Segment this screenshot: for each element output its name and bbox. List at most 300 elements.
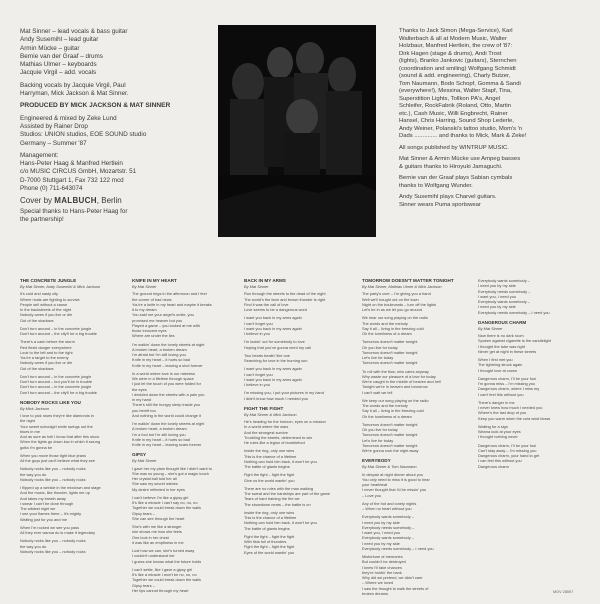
lyric-line: Dangerous charm, I'll be your fool (478, 375, 537, 381)
song-writers: By Mick Jackson (20, 405, 49, 411)
lyric-line: Dangerous charm, where I miss my (478, 386, 540, 392)
lyric-line: your heartbeat (362, 482, 388, 487)
lyric-line: Everybody needs somebody – (478, 288, 531, 294)
lyric-line: Where are under the lies (132, 333, 175, 339)
lyric-line: Can't stay away – I'm missing you (478, 447, 537, 453)
lyric-line: Red fleshi danger everywhere (20, 344, 72, 350)
lineup-line: Jacquie Virgil – add. vocals (20, 69, 97, 77)
lyric-line: The battle of giants begins (244, 464, 290, 469)
lyric-line: I want you back in my arms again (244, 325, 302, 331)
song-title: NOBODY ROCKS LIKE YOU (20, 399, 81, 405)
song-lyrics (244, 278, 352, 401)
lyric-line: Nobody rocks like you – nobody rocks (20, 476, 86, 482)
lyric-line: There's danger in me (478, 399, 515, 405)
lyric-line: Don't turn around – but you'll be in trouble (20, 379, 92, 384)
lyric-line: This is the chance of a lifetime (244, 515, 297, 520)
lyric-line: It's like a miracle I can't say no, no, no (132, 500, 198, 505)
lineup-line: Mathias Ulmer – keyboards (20, 61, 97, 69)
lyric-line: I couldn't understand her (132, 553, 175, 559)
endorsement-line: Sinner wears Puma sportswear (399, 201, 481, 208)
band-credits (20, 28, 215, 228)
lyric-line: I'm walkin' down the lonely streets at night (132, 421, 205, 426)
lyric-line: A broken heart, a broken dream (132, 426, 187, 432)
lyric-line: Tomorrow doesn't matter tonight (362, 349, 418, 355)
lyric-line: I'm lookin' out for somebody to love (244, 339, 305, 345)
thanks-line: Superstition Lights, Tollkon PA's, Angel (399, 95, 501, 102)
song-lyrics (132, 452, 240, 593)
lyric-line: She was so young – she's got a magic touch (132, 470, 209, 476)
lyric-line: those innocent eyes (132, 328, 167, 333)
lyrics-column-3 (244, 278, 352, 560)
lyrics-column-5 (478, 278, 586, 474)
lyric-line: I'm a fool but I'm still loving you (132, 431, 186, 437)
lyric-line: I thought nothing never (478, 434, 518, 440)
lyric-line: Tomorrow doesn't matter tonight (362, 421, 418, 427)
lyric-line: Searching for love in the burning sun (244, 358, 308, 363)
lyric-line: In a world where the wars (244, 424, 289, 430)
lyric-line: It's cold and nasty city (20, 291, 58, 297)
engineering-line: Studios: UNION studios, EOE SOUND studio (20, 131, 147, 139)
lyric-line: You said me your angel's smile, you (132, 312, 194, 318)
lyric-line: There are no rules with the man walking (244, 485, 313, 491)
lyric-line: I want you back in my arms again (244, 366, 302, 372)
lyric-line: Fight the fight – fight the fight (244, 544, 295, 550)
lyric-line: Her lips cannot through my heart (132, 587, 189, 593)
lyric-line: Keep you warm when the cold wind blows (478, 415, 551, 421)
lyric-line: Hoping that you've gonna need my call (244, 344, 311, 350)
lyric-line: you bereft too (132, 407, 156, 413)
lyric-line: Don't turn around – the city'll be a big trouble (20, 331, 97, 336)
thanks-line: Holzbaur, Manfred Hertlein, the crew of '87: (399, 43, 513, 49)
management-line: c/o MUSIC CIRCUS GmbH, Mozartstr. 51 (20, 168, 137, 176)
lyric-line: I love to pick roses they're like diamonds in (20, 413, 94, 418)
thanks-credits (399, 28, 589, 213)
lyric-line: All the guys just can't believe what they see (20, 458, 95, 463)
lyric-line: You're a knife in my heart and maybe it breaks (132, 301, 212, 307)
lyric-line: I'm walkin' down the lonely streets at night (132, 341, 205, 347)
lyric-line: I'm missing you, I put your pictures in my hand (244, 390, 324, 396)
lyric-line: Inside the ring, only one wins (244, 448, 295, 454)
song-writers: By Mat Sinner (478, 325, 503, 331)
lyric-line: I want you, I need you (478, 293, 517, 299)
lyric-line: Look to the left and to the right (20, 349, 73, 355)
song-lyrics (362, 278, 470, 453)
lyric-line: Nobody cares if you live or die (20, 360, 73, 366)
song-title: GIPSY (132, 452, 147, 458)
lyric-line: Why waste our pleasure of a love for today (362, 373, 436, 379)
lyric-line: And as sure as hell I know that after this show (20, 434, 100, 439)
special-thanks-line: Special thanks to Hans-Peter Haag for (20, 207, 128, 215)
lineup-line: Andy Susemihl – lead guitar (20, 36, 99, 44)
lyric-line: She can see through the heart (132, 515, 185, 521)
lyric-line: I believe in you (244, 382, 270, 387)
lyric-line: Dangerous charm, I'll be your fool (478, 442, 537, 448)
lyric-line: the night (20, 418, 35, 424)
endorsement-line: Mat Sinner & Armin Mücke use Ampeg basses (399, 156, 521, 162)
lyric-line: This is the chance of a lifetime (244, 453, 297, 459)
producer-credit: PRODUCED BY MICK JACKSON & MAT SINNER (20, 102, 171, 110)
thanks-line: Dads .............. and thanks to Mick, Mark & Zeke! (399, 133, 527, 139)
lyric-line: Now there is no dark room (478, 333, 524, 338)
lyric-line: the eyes (132, 386, 147, 392)
cover-credit (20, 197, 215, 205)
endorsement-sabian (399, 175, 589, 190)
lyric-line: It's like a miracle I won't be no, no, no (132, 572, 197, 577)
lyric-line: I want you, I need you (362, 530, 401, 535)
lyric-line: Everybody wants somebody – (362, 535, 414, 541)
lyric-line: I can't wait we tell (362, 389, 393, 395)
lineup (20, 28, 215, 78)
song-lyrics (478, 320, 586, 469)
lyric-line: My desire reflected in her eyes (132, 486, 185, 492)
lyric-line: Her crystal ball told her all (132, 476, 177, 481)
lyric-line: A broken heart, a broken dream (132, 346, 187, 352)
lyric-line: Wanna look at your eyes (478, 429, 521, 434)
song-lyrics (20, 400, 128, 554)
lyric-line: We hear our song playing on the radio (362, 315, 428, 321)
lyric-line: I can't believe I'm like a gipsy girl (132, 494, 189, 500)
lyric-line: Nobody rocks like you – nobody rocks (20, 466, 86, 472)
engineering-credits (20, 115, 215, 148)
thanks-line: (everywhere!), Messina, Walter Stapf, Tina, (399, 88, 512, 94)
lyric-line: I see your flames there – it's mighty (20, 511, 82, 517)
lyric-line: Nothing can hold him back, it won't be you (244, 458, 317, 464)
lyric-line: the way you do (20, 543, 47, 549)
publishing-credit: All songs published by WINTRUP MUSIC. (399, 144, 509, 151)
lyric-line: Tomorrow doesn't matter tonight (362, 432, 418, 438)
thanks-list (399, 28, 589, 141)
lyric-line: Lost how we can, she's turned away (132, 548, 195, 553)
lyric-line: Oh you live for today (362, 427, 398, 432)
lyric-line: I want you back in my arms again (244, 315, 302, 321)
management-credits (20, 152, 215, 193)
engineering-line: Assisted by Rainer Drop (20, 122, 88, 130)
management-line: Hans-Peter Haag & Manfred Hertlein (20, 160, 123, 168)
lyric-line: Find it was the call of love (244, 301, 289, 307)
lyric-line: it was like an emptiness in me (132, 539, 184, 545)
lyric-line: I swear I can't be done through (20, 500, 74, 506)
lyric-line: – When no heart without you (362, 506, 412, 511)
song-writers: By Mat Sinner (244, 284, 269, 289)
lyric-line: I need you by my side (362, 540, 400, 546)
song-writers: By Mat Sinner & Mick Jackson (244, 411, 297, 417)
lyric-line: When the lights go down low in which it swung (20, 439, 101, 445)
lyric-line: Misfortune of memories (362, 554, 403, 559)
lyric-line: the corner of bad news (132, 296, 172, 302)
backing-vocals (20, 82, 215, 99)
song-title: BACK IN MY ARMS (244, 278, 286, 283)
lyric-line: I can't settle, like I gave a gipsy girl (132, 566, 192, 572)
song-lyrics (20, 278, 128, 395)
lyric-line: Everybody wants somebody – (478, 278, 530, 283)
song-title: TOMORROW DOESN'T MATTER TONIGHT (362, 278, 454, 283)
song-writers: By Mat Sinner & Tom Naumann (362, 464, 417, 470)
song-title: KNIFE IN MY HEART (132, 278, 177, 283)
lyric-line: Everybody needs somebody – (362, 524, 415, 530)
lyric-line: I can't forget you (244, 371, 273, 377)
lyric-line: the way you do (20, 471, 47, 477)
lyric-line: Say it all – living in the freezing cold (362, 325, 424, 331)
lineup-line: Bernie van der Graaf – drums (20, 52, 103, 60)
lyric-line: The ground rings in the afternoon and I feel (132, 291, 207, 297)
cover-artist: MALBUCH (54, 196, 97, 206)
cover-prefix: Cover by (20, 196, 53, 206)
lyric-line: You only need to miss it is good to hear (362, 476, 430, 482)
lyrics-column-1 (20, 278, 128, 559)
song-writers: By Mat Sinner, Andy Susemihl & Mick Jackson (20, 284, 101, 289)
lyric-line: Gipsy tears – (132, 510, 155, 516)
lyric-line: Tomorrow doesn't matter tonight (362, 339, 418, 345)
lyric-line: We keep our song playing on the radio (362, 397, 429, 403)
lyric-line: One look in her chest (132, 534, 169, 540)
song-title: EVERYBODY (362, 458, 391, 464)
lyric-line: I need you by my side (362, 519, 400, 525)
lyric-line: We're caught in the middle of heaven and hell (362, 379, 441, 384)
endorsement-ampeg (399, 156, 589, 171)
lyric-line: Everybody needs somebody – I need you (362, 545, 434, 551)
lyric-line: I gave her my plain thought like I didn't want to (132, 465, 212, 471)
lyrics-column-4 (362, 278, 470, 601)
lyric-line: Nothing can hold him back, it won't be you (244, 520, 317, 526)
lyric-line: In the backstreets of the night (20, 307, 72, 312)
lyric-line: Gipsy tears – (132, 582, 155, 588)
lyric-line: blues in me (20, 428, 40, 434)
endorsement-line: Andy Susemihl plays Charvel guitars. (399, 194, 497, 200)
thanks-line: Dirk Hagen (stage & drums), Andi Trost (399, 50, 502, 57)
lyric-line: Knife in my heart – it hurts so bad (132, 436, 190, 442)
thanks-line: Andy Weiner, Polanski's tattoo studio, Mom's 'n (399, 125, 523, 132)
lyric-line: gotta I'm gonna be (20, 444, 53, 450)
lyric-line: I didn't know how much I needed you (244, 395, 308, 401)
song-lyrics (478, 278, 586, 315)
song-title: DANGEROUS CHARM (478, 319, 527, 325)
lyric-line: Let's be in as we let you go around (362, 307, 423, 312)
lyric-line: Nobody rocks like you – nobody rocks (20, 548, 86, 554)
cover-suffix: , Berlin (96, 196, 122, 206)
lyric-line: Well we'll bought out on the town (362, 296, 419, 302)
lyric-line: Your sweet schoolgirl smile swings out the (20, 423, 93, 429)
lyric-line: I'm afraid but I'm still loving you (132, 352, 186, 357)
lyric-line: Let's live for today (362, 437, 394, 443)
lyric-line: Never get at night in these streets (478, 348, 537, 354)
lyric-line: Everybody wants somebody – (362, 514, 414, 520)
lyric-line: The words and the melody (362, 403, 408, 408)
lyric-line: Together we could break down the walls (132, 505, 201, 511)
thanks-line: Schleifer, RockFabrik (Roland, Otto, Martin (399, 103, 511, 109)
backing-line: Harryman, Mick Jackson & Mat Sinner. (20, 90, 129, 98)
lyric-line: I believe in you (244, 331, 270, 336)
lyric-line: Nobody rocks like you – nobody rocks (20, 538, 86, 544)
lyric-line: Tomorrow doesn't matter tonight (362, 442, 418, 448)
lineup-line: Mat Sinner – lead vocals & bass guitar (20, 28, 128, 35)
band-photo (218, 25, 376, 237)
lyric-line: I never knew how much I needed you (478, 405, 543, 410)
lyric-line: promised me heaven but you (132, 317, 183, 323)
lyric-line: Spoken against cigarette is the candlelight (478, 338, 551, 344)
lyric-line: Oh you live for today (362, 344, 398, 350)
lyric-line: But couldn't be destroyed (362, 559, 406, 565)
lyric-line: He rules like a legion of bumblefoot (244, 440, 305, 445)
song-lyrics (244, 406, 352, 555)
lyric-line: I need you by my side (478, 304, 516, 310)
lyric-line: Where's the last drop of you (478, 410, 527, 416)
lyric-line: I saw the thought to walk the streets of (362, 585, 429, 591)
lyric-line: Fight the fight – fight the fight (244, 533, 295, 539)
lyric-line: Out of the shadows (20, 317, 54, 323)
song-writers: By Mat Sinner (132, 458, 157, 464)
lyric-line: Love seems to be a dangerous word (244, 307, 307, 312)
lyric-line: I never thought that I'd be missin' you (362, 487, 427, 493)
song-writers: By Mat Sinner, Mathias Ulmer & Mick Jackson (362, 284, 442, 289)
thanks-line: (sound & add. engineering), Charly Butzer, (399, 73, 511, 79)
lyric-line: I need you by my side (478, 283, 516, 289)
lyric-line: Dangerous charm (478, 463, 509, 469)
lineup-line: Armin Mücke – guitar (20, 44, 80, 52)
lyric-line: Out of the shadows (20, 365, 54, 371)
lyric-line: Eyes of the world wantin' you (244, 549, 295, 555)
lyric-line: Give us the world wantin' you (244, 477, 295, 483)
management-line: D-7000 Stuttgart 1, Fax 732 122 mcd (20, 176, 124, 184)
song-lyrics (132, 278, 240, 447)
lyric-line: I can't feel this without you (478, 391, 524, 397)
thanks-line: (coordination and smiling) Wolfgang Schmidt (399, 65, 516, 72)
lyric-line: And the music, like thunder, lights me up (20, 490, 90, 496)
endorsement-line: & guitars thanks to Hiroyuki Jamaguchi. (399, 163, 503, 170)
thanks-line: etc.), Cash Music, Willi Engbrecht, Rainer (399, 110, 508, 117)
lyric-line: Tonight we're in heaven and tomorrow (362, 384, 428, 390)
lyric-line: I can feel this without you (478, 458, 522, 464)
lyric-line: The world's the farm and brown thunder is right (244, 296, 326, 302)
lyric-line: I'm gonna miss – I'm missing you (478, 381, 536, 386)
lyric-line: she shows me how she feels (132, 529, 182, 535)
lyric-line: Don't turn around – in the concrete jungle (20, 373, 92, 379)
lyric-line: – Love you (362, 492, 382, 498)
endorsement-charvel (399, 194, 589, 209)
lyric-line: Don't turn around – the city'll be a big trouble (20, 389, 97, 395)
thanks-line: Hansel, Chris Harring, Sound Shop Lederle, (399, 118, 514, 124)
lyric-line: And takes my breath away (20, 495, 66, 501)
lyric-line: The lightning struck again (478, 362, 523, 368)
lyric-line: I thought love at crown (478, 367, 518, 373)
lyric-line: broken dreams (362, 590, 388, 596)
lyric-line: Oh the loneliness of a dream (362, 331, 412, 336)
thanks-line: Thanks to Jack Simon (Mega-Service), Karl (399, 28, 513, 34)
lyric-line: Why did we pretend, we didn't care (362, 575, 423, 580)
lyric-line: I can't forget you (244, 320, 273, 326)
special-thanks-line: the partnership! (20, 215, 64, 223)
lyric-line: There's a cash before the storm (20, 339, 75, 345)
song-title: FIGHT THE FIGHT (244, 405, 284, 411)
lyric-line: Dangerous charm, your hand to get (478, 453, 540, 458)
lyric-line: You're a target to the enemy (20, 355, 69, 360)
management-line: Phone (0) 711-643074 (20, 185, 83, 193)
lyric-line: Played a game – you looked at me with (132, 322, 200, 328)
lyric-line: Together we could break down the walls (132, 577, 201, 583)
lyric-line: When I first met you (478, 357, 513, 362)
song-writers: By Mat Sinner (132, 284, 157, 289)
lyric-line: I just let the touch of you were folded for (132, 381, 201, 387)
lyric-line: Tomorrow doesn't matter tonight (362, 360, 418, 366)
lyric-line: Where rivals are fighting to survive (20, 296, 80, 302)
lyric-line: Run through the streets to the dead of the night (244, 291, 326, 297)
lyric-line: Oh the loneliness of a dream (362, 413, 412, 419)
lyric-line: Fight the fight – fight the fight (244, 472, 295, 478)
thanks-line: (lights), Branko Jankovic (guitars), Sternchen (399, 58, 517, 64)
lyric-line: Nobody cares if you live or die (20, 312, 73, 318)
lyric-line: In despair at night dinner about you (362, 471, 423, 477)
lyric-line: Any of the hot and lonely nights (362, 500, 417, 506)
lyric-line: We're gonna rock the night away (362, 448, 419, 453)
management-line: Management: (20, 151, 59, 159)
lyric-line: – Where we loved (362, 580, 394, 586)
lyric-line: I decided down the streets with a pain you (132, 391, 205, 397)
lyric-line: People sell without a cause (20, 301, 68, 307)
engineering-line: Engineered & mixed by Zeke Lund (20, 114, 117, 122)
lyric-line: Waiting just for you and me (20, 516, 67, 522)
lyric-line: She's with me like a stranger (132, 524, 182, 529)
song-title: THE CONCRETE JUNGLE (20, 278, 77, 283)
lyric-line: Don't turn around – in the concrete jungle (20, 325, 92, 331)
lyric-line: Say it all – living in the freezing cold (362, 408, 424, 414)
lyric-line: The words and the melody (362, 320, 408, 326)
lyric-line: Don't turn around – in the concrete jungle (20, 384, 92, 390)
lyric-line: it to my dream (132, 307, 157, 312)
lyric-line: Knife in my heart – leaving a shot forever (132, 362, 203, 368)
lyric-line: And the strongest survive (244, 429, 288, 435)
endorsement-line: Bernie van der Graaf plays Sabian cymbals (399, 175, 513, 181)
lyric-line: With fists full of thunders (244, 539, 287, 544)
lyrics-column-2 (132, 278, 240, 598)
lyric-line: I flipped up a wrinkle in the mixdown and stage (20, 485, 101, 490)
lyric-line: There's still the hungry sleep inside you (132, 402, 201, 408)
lyric-line: I guess she knows what the future holds (132, 558, 202, 564)
lyric-line: Let's live for today (362, 355, 394, 360)
lyric-line: The battle of giants begins (244, 525, 290, 531)
engineering-line: Germany – Summer '87 (20, 139, 87, 147)
lyric-line: I knew I'll take chances (362, 564, 402, 570)
lyric-line: they're holdin' the bank (362, 569, 402, 575)
lyric-line: When I'm rocked we see you pass (20, 524, 80, 530)
lyric-line: Inside the ring, only one wins (244, 509, 295, 515)
band-photo-image (218, 25, 376, 237)
thanks-line: Tom Naumann, Bodo Schopf, Gomma & Sandi (399, 80, 521, 87)
special-thanks (20, 208, 215, 225)
lyric-line: The sweat and the hardships are part of the game (244, 491, 331, 496)
lyric-line: Everybody wants somebody – (478, 299, 530, 304)
thanks-line: Walterbach & all at Modern Music, Walter (399, 35, 507, 42)
lyric-line: Waiting for a sign (478, 423, 508, 429)
lyric-line: All they ever wanna do is make it legendary (20, 530, 96, 535)
lyric-line: We were in a lifetime through space (132, 376, 194, 381)
lyric-line: in my hand (132, 397, 152, 402)
catalog-number: MOV 28597 (553, 590, 574, 594)
lyric-line: In a world where love is our mistress (132, 370, 195, 376)
lyric-line: And nothing in the world could change it (132, 412, 201, 418)
lyric-line: Night on the boulevards – turn off the lights (362, 301, 437, 307)
backing-line: Backing vocals by Jacquie Virgil, Paul (20, 81, 126, 89)
lyric-line: The showdown nears – the battle is on (244, 501, 311, 507)
lyric-line: To roll with the flow, who cares anyway (362, 368, 429, 374)
lyric-line: Everybody needs somebody – I need you (478, 309, 550, 315)
endorsement-line: thanks to Wolfgang Wunder. (399, 182, 473, 189)
lyric-line: The party's over – I'm giving you a hand (362, 291, 431, 297)
song-lyrics (362, 458, 470, 596)
lyric-line: Tears of hard training the fire we (244, 496, 300, 502)
lyric-line: The wildest night we (20, 506, 56, 511)
lyric-line: Troubling the streets, determined to win (244, 434, 313, 440)
lyric-line: When you move those tight blue jeans (20, 452, 86, 458)
lyric-line: Knife in my heart – it hurts so bad (132, 357, 190, 363)
